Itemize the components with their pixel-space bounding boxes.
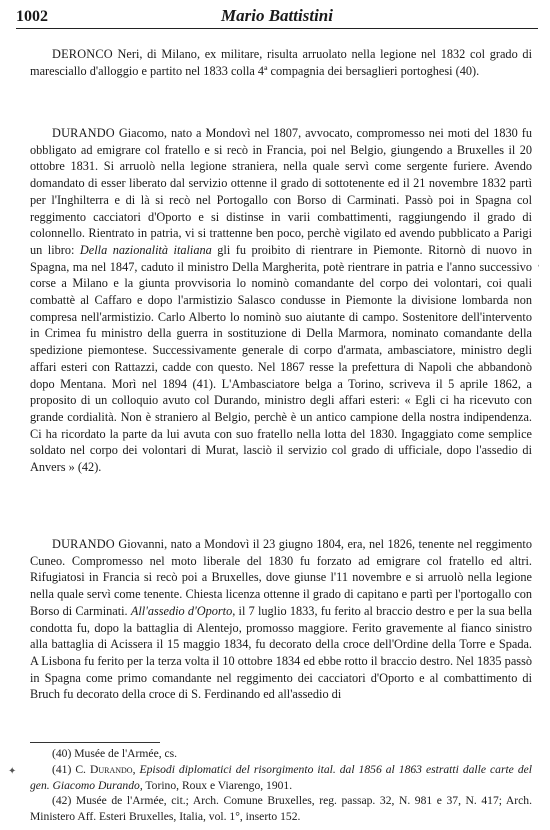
footnote-title: Episodi diplomatici del risorgimento ital. dal 1856 al 1863 estratti dalle carte del gen. Giacomo Durando	[30, 762, 533, 792]
footnote-text: (42) Musée de l'Armée, cit.; Arch. Comune Bruxelles, reg. passap. 32, N. 981 e 37, N. 417; Arch. Ministero Aff. Esteri Bruxelles, Italia, vol. 1°, inserto 152.	[30, 794, 532, 824]
margin-mark: ✦	[8, 766, 17, 777]
footnote-41	[30, 762, 532, 794]
entry-text: Neri, di Milano, ex militare, risulta arruolato nella legione nel 1832 col grado di maresciallo d'alloggio e partito nel 1833 colla 4ª compagnia dei bersaglieri portoghesi (40).	[30, 47, 532, 78]
page-number: 1002	[16, 8, 48, 25]
footnote-text: , Torino, Roux e Viarengo, 1901.	[139, 778, 293, 792]
footnote-separator: ,	[132, 762, 140, 776]
margin-mark: ˈ	[537, 264, 541, 275]
footnote-40	[30, 746, 532, 762]
entry-name: DERONCO	[52, 47, 113, 61]
italic-phrase: All'assedio d'Oporto	[130, 603, 233, 618]
footnote-rule	[30, 742, 160, 743]
footnote-text: (40) Musée de l'Armée, cs.	[52, 747, 178, 760]
running-head: Mario Battistini	[221, 6, 333, 25]
entry-durando-giovanni	[30, 536, 532, 703]
entry-durando-giacomo	[30, 125, 532, 476]
book-title: Della nazionalità italiana	[79, 242, 212, 257]
footnote-42	[30, 793, 532, 825]
entry-name: DURANDO	[52, 537, 115, 551]
entry-name: DURANDO	[52, 126, 115, 140]
footnote-number: (41) C.	[52, 762, 90, 776]
entry-deronco	[30, 46, 532, 79]
entry-text: Giovanni, nato a Mondovì il 23 giugno 1804, era, nel 1826, tenente nel reggimento Cuneo. Compromesso nel moto liberale del 1830 fu forzato ad emigrare col fratello ed altri. Rifugiatosi in Francia si recò poi a Bruxelles, dove giunse l'11 novembre e si arruolò nella legione nella quale servì come tenente. Chiesta licenza ottenne il grado di capitano e partì per l'portogallo con Borso di Carminati.	[30, 537, 532, 618]
page-header	[16, 6, 538, 29]
footnote-author: Durando	[89, 762, 133, 776]
entry-text: Giacomo, nato a Mondovì nel 1807, avvocato, compromesso nei moti del 1830 fu obbligato ad emigrare col fratello e si recò in Francia, poi nel Belgio, giungendo a Bruxelles il 20 ottobre 1831. Si arruolò nella legione straniera, nella quale servì come sergente furiere. Avendo domandato di esser liberato dal servizio ottenne il grado di sottotenente ed il 21 novembre 1832 partì per l'Inghilterra e di là si recò nel Portogallo con Borso di Carminati. Passò poi in Spagna col reggimento cacciatori d'Oporto e si distinse in varii combattimenti, raggiungendo il grado di colonnello. Rientrato in patria, vi si trattenne ben poco, perchè vigilato ed avendo pubblicato a Parigi un libro:	[30, 126, 532, 257]
entry-text: gli fu proibito di rientrare in Piemonte. Ritornò di nuovo in Spagna, ma nel 1847, caduto il ministro Della Margherita, potè rientrare in patria e l'anno successivo corse a Milano e la giunta provvisoria lo nominò comandante del corpo dei volontari, coi quali combattè al Caffaro e dopo l'armistizio Salasco condusse in Piemonte la divisione lombarda non compresa nell'armistizio. Carlo Alberto lo nominò suo aiutante di campo. Sostenitore dell'intervento in Crimea fu ministro della guerra in sostituzione di Della Marmora, nominato comandante della spedizione piemontese. Successivamente generale di corpo d'armata, ambasciatore, ministro degli affari esteri con Rattazzi, cadde con questo. Nel 1867 resse la prefettura di Napoli che abbandonò dopo Mentana. Morì nel 1894 (41). L'Ambasciatore belga a Torino, scriveva il 5 aprile 1862, a proposito di un colloquio avuto col Durando, ministro degli affari esteri: « Egli ci ha ricevuto con grande cordialità. Non è straniero al Belgio, perchè è un antico campione della nostra indipendenza. Ci ha ricordato la parte da lui avuta con suo fratello nella lotta del 1830. Ingaggiato come semplice soldato nel corpo dei volontari di Murat, lasciò il servizio col grado di ufficiale, dopo l'assedio di Anvers » (42).	[30, 242, 532, 475]
entry-text: , il 7 luglio 1833, fu ferito al braccio destro e per la sua bella condotta fu, dopo la battaglia di Alentejo, promosso maggiore. Ferito gravemente al fianco sinistro alla battaglia di Acissera il 15 maggio 1834, fu decorato della croce dell'Ordine della Torre e Spada. A Lisbona fu ferito per la terza volta il 10 ottobre 1834 ed ebbe rotto il braccio destro. Nel 1835 passò in Spagna come primo comandante nel reggimento dei cacciatori d'Oporto e al combattimento di Bruch fu decorato della croce di S. Ferdinando ed all'assedio di	[30, 603, 532, 702]
footnotes	[30, 746, 532, 825]
